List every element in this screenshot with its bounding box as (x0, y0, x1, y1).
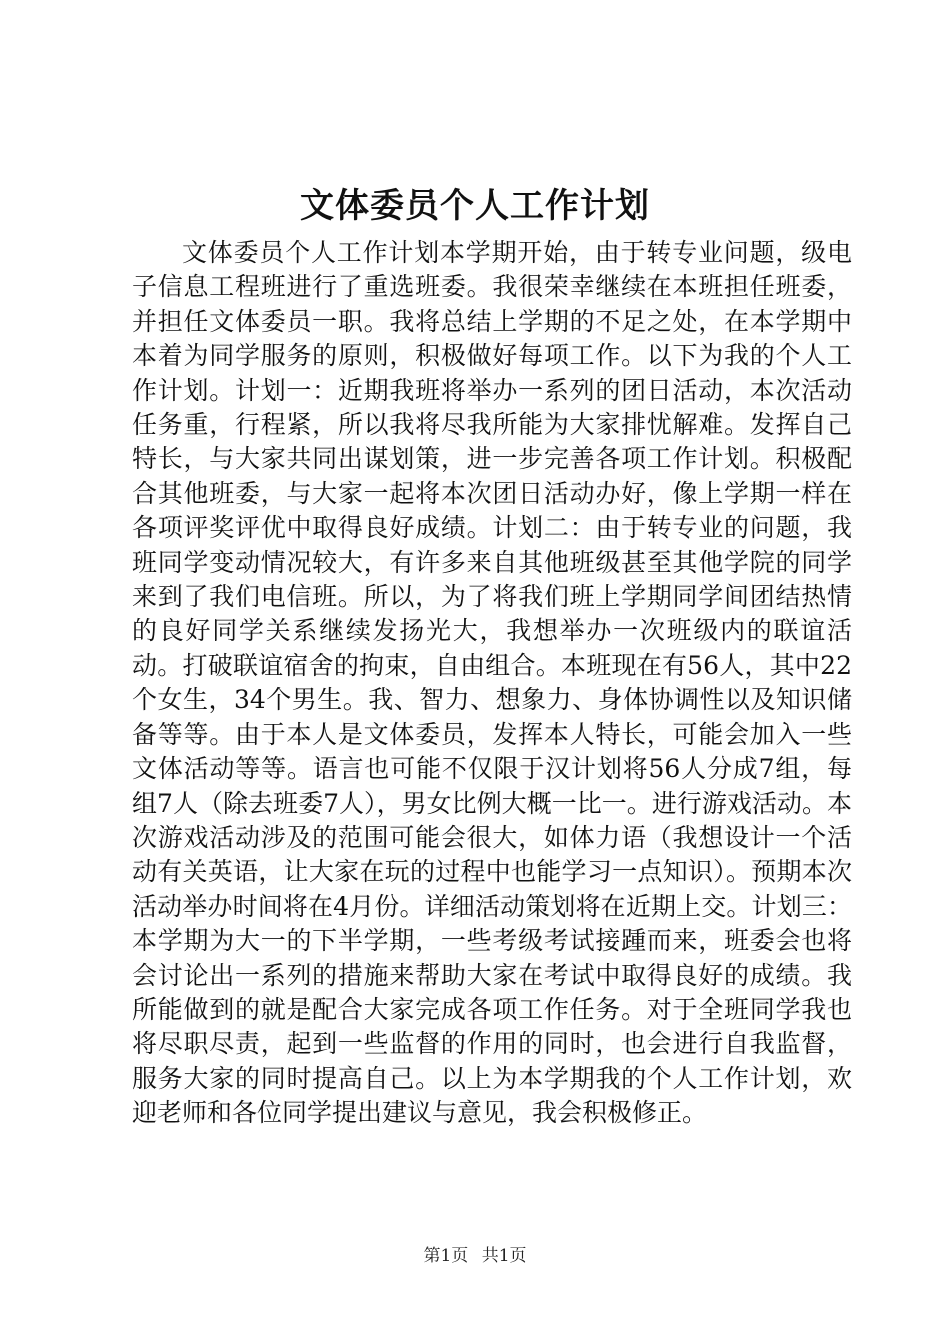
page-total: 共1页 (481, 1246, 527, 1266)
page-footer (0, 1245, 950, 1267)
document-title: 文体委员个人工作计划 (300, 186, 650, 226)
body-paragraph: 文体委员个人工作计划本学期开始，由于转专业问题，级电子信息工程班进行了重选班委。我很荣幸继续在本班担任班委，并担任文体委员一职。我将总结上学期的不足之处，在本学期中本着为同学服务的原则，积极做好每项工作。以下为我的个人工作计划。计划一：近期我班将举办一系列的团日活动，本次活动任务重，行程紧，所以我将尽我所能为大家排忧解难。发挥自己特长，与大家共同出谋划策，进一步完善各项工作计划。积极配合其他班委，与大家一起将本次团日活动办好，像上学期一样在各项评奖评优中取得良好成绩。计划二：由于转专业的问题，我班同学变动情况较大，有许多来自其他班级甚至其他学院的同学来到了我们电信班。所以，为了将我们班上学期同学间团结热情的良好同学关系继续发扬光大，我想举办一次班级内的联谊活动。打破联谊宿舍的拘束，自由组合。本班现在有56人，其中22个女生，34个男生。我、智力、想象力、身体协调性以及知识储备等等。由于本人是文体委员，发挥本人特长，可能会加入一些文体活动等等。语言也可能不仅限于汉计划将56人分成7组，每组7人（除去班委7人），男女比例大概一比一。进行游戏活动。本次游戏活动涉及的范围可能会很大，如体力语（我想设计一个活动有关英语，让大家在玩的过程中也能学习一点知识）。预期本次活动举办时间将在4月份。详细活动策划将在近期上交。计划三：本学期为大一的下半学期，一些考级考试接踵而来，班委会也将会讨论出一系列的措施来帮助大家在考试中取得良好的成绩。我所能做到的就是配合大家完成各项工作任务。对于全班同学我也将尽职尽责，起到一些监督的作用的同时，也会进行自我监督，服务大家的同时提高自己。以上为本学期我的个人工作计划，欢迎老师和各位同学提出建议与意见，我会积极修正。 (132, 238, 852, 1128)
page-number: 第1页 (423, 1246, 469, 1266)
